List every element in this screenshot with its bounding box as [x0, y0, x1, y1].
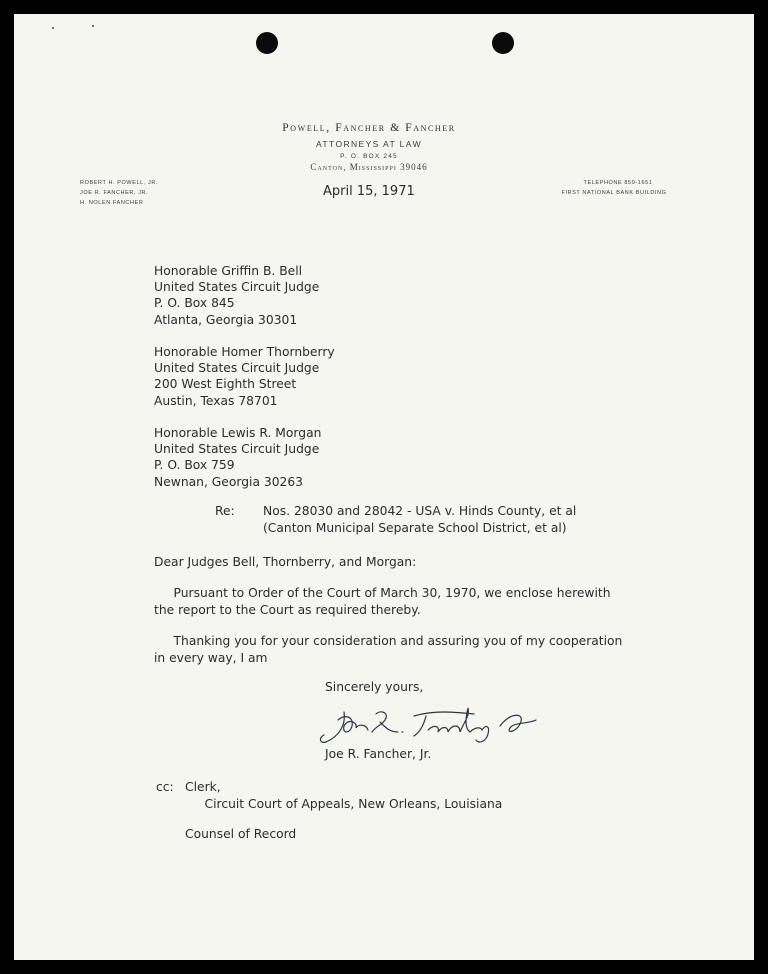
paragraph-line: the report to the Court as required thereby. — [154, 603, 421, 617]
address-line: Newnan, Georgia 30263 — [154, 474, 304, 489]
paragraph-line: Thanking you for your consideration and assuring you of my cooperation — [154, 634, 623, 648]
letter-date: April 15, 1971 — [323, 184, 415, 199]
address-line: P. O. Box 845 — [154, 296, 235, 311]
partner-name: JOE R. FANCHER, JR. — [80, 190, 149, 196]
partner-name: H. NOLEN FANCHER — [80, 200, 144, 206]
recipient-address — [154, 425, 321, 490]
firm-contact — [534, 178, 694, 198]
handwritten-signature — [314, 702, 544, 748]
paragraph-line: Pursuant to Order of the Court of March 30, 1970, we enclose herewith — [154, 586, 611, 600]
reference-label: Re: — [215, 504, 235, 518]
body-paragraph — [154, 633, 622, 667]
address-line: Atlanta, Georgia 30301 — [154, 312, 298, 327]
signer-name: Joe R. Fancher, Jr. — [325, 747, 432, 761]
recipient-address — [154, 263, 319, 328]
partner-name: ROBERT H. POWELL, JR. — [80, 180, 159, 186]
paper-speck — [52, 27, 54, 29]
reference-line: Nos. 28030 and 28042 - USA v. Hinds County, et al — [263, 504, 577, 518]
partner-list — [80, 178, 158, 208]
address-line: United States Circuit Judge — [154, 361, 320, 376]
cc-line: Clerk, — [185, 780, 221, 794]
closing: Sincerely yours, — [325, 680, 424, 694]
reference-line: (Canton Municipal Separate School District, et al) — [263, 521, 567, 535]
address-line: Honorable Griffin B. Bell — [154, 264, 303, 278]
cc-line: Circuit Court of Appeals, New Orleans, Louisiana — [185, 797, 503, 811]
recipient-address — [154, 344, 335, 409]
body-paragraph — [154, 585, 611, 619]
cc-label: cc: — [156, 780, 174, 794]
paragraph-line: in every way, I am — [154, 651, 268, 665]
paper-speck — [92, 25, 94, 27]
address-line: Honorable Lewis R. Morgan — [154, 426, 322, 440]
firm-subtitle: ATTORNEYS AT LAW — [315, 139, 422, 149]
firm-telephone: TELEPHONE 859-1651 — [583, 180, 653, 186]
firm-po-box: P. O. BOX 245 — [340, 153, 398, 160]
cc-counsel: Counsel of Record — [185, 827, 297, 841]
address-line: United States Circuit Judge — [154, 280, 320, 295]
punch-hole-right — [492, 32, 514, 54]
firm-building: FIRST NATIONAL BANK BUILDING — [561, 190, 667, 196]
address-line: Honorable Homer Thornberry — [154, 345, 335, 359]
address-line: United States Circuit Judge — [154, 442, 320, 457]
address-line: Austin, Texas 78701 — [154, 393, 278, 408]
address-line: P. O. Box 759 — [154, 458, 235, 473]
firm-name: Powell, Fancher & Fancher — [282, 122, 456, 134]
punch-hole-left — [256, 32, 278, 54]
salutation: Dear Judges Bell, Thornberry, and Morgan: — [154, 555, 417, 569]
address-line: 200 West Eighth Street — [154, 377, 297, 392]
firm-city-line: Canton, Mississippi 39046 — [310, 162, 428, 172]
letter-page — [14, 14, 754, 960]
